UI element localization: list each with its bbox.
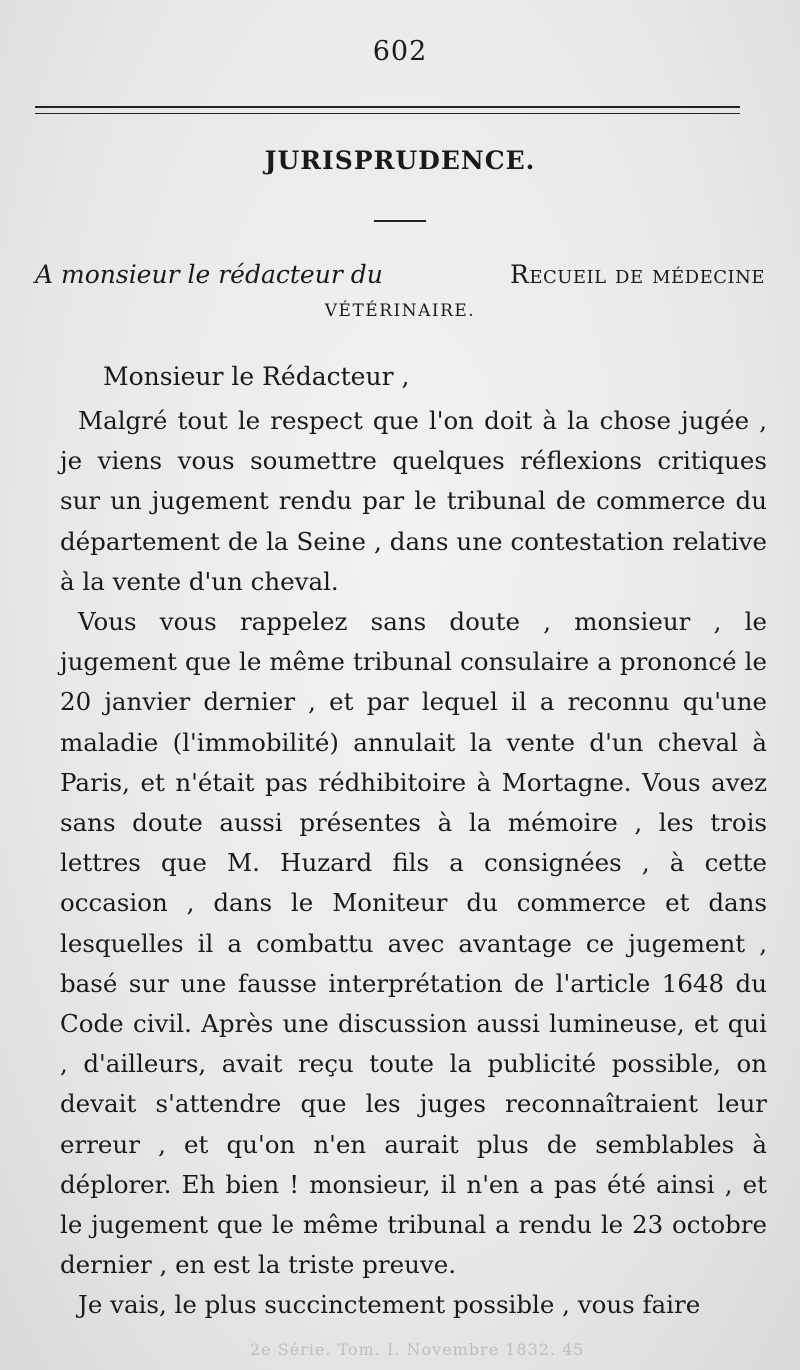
signature-line: 2e Série. Tom. I. Novembre 1832. 45: [250, 1340, 585, 1359]
journal-title-continued: VÉTÉRINAIRE.: [324, 301, 476, 321]
title-short-rule: [374, 220, 426, 222]
paragraph-1: Malgré tout le respect que l'on doit à la chose jugée , je viens vous soumettre quelques réflexions critiques sur un jugement rendu par le tribunal de commerce du département de la Seine , dans une contestation relative à la vente d'un cheval.: [60, 406, 767, 596]
address-line-1: [35, 256, 765, 294]
address-prefix: A monsieur le rédacteur du: [35, 260, 383, 289]
letter-body: [60, 401, 767, 1326]
journal-title: Recueil de médecine: [510, 260, 765, 289]
paragraph-2: Vous vous rappelez sans doute , monsieur , le jugement que le même tribunal consulaire a prononcé le 20 janvier dernier , et par lequel il a reconnu qu'une maladie (l'immobilité) annulait la vente d'un cheval à Paris, et n'était pas rédhibitoire à Mortagne. Vous avez sans doute aussi présentes à la mémoire , les trois lettres que M. Huzard fils a consignées , à cette occasion , dans le Moniteur du commerce et dans lesquelles il a combattu avec avantage ce jugement , basé sur une fausse interprétation de l'article 1648 du Code civil. Après une discussion aussi lumineuse, et qui , d'ailleurs, avait reçu toute la publicité possible, on devait s'attendre que les juges reconnaîtraient leur erreur , et qu'on n'en aurait plus de semblables à déplorer. Eh bien ! monsieur, il n'en a pas été ainsi , et le jugement que le même tribunal a rendu le 23 octobre dernier , en est la triste preuve.: [60, 607, 767, 1280]
header-double-rule: [35, 106, 740, 114]
letter-address: [35, 256, 765, 326]
section-title: JURISPRUDENCE.: [264, 146, 536, 175]
salutation: Monsieur le Rédacteur ,: [103, 362, 410, 391]
page-number: 602: [372, 36, 428, 67]
paragraph-3: Je vais, le plus succinctement possible , vous faire: [78, 1290, 701, 1320]
